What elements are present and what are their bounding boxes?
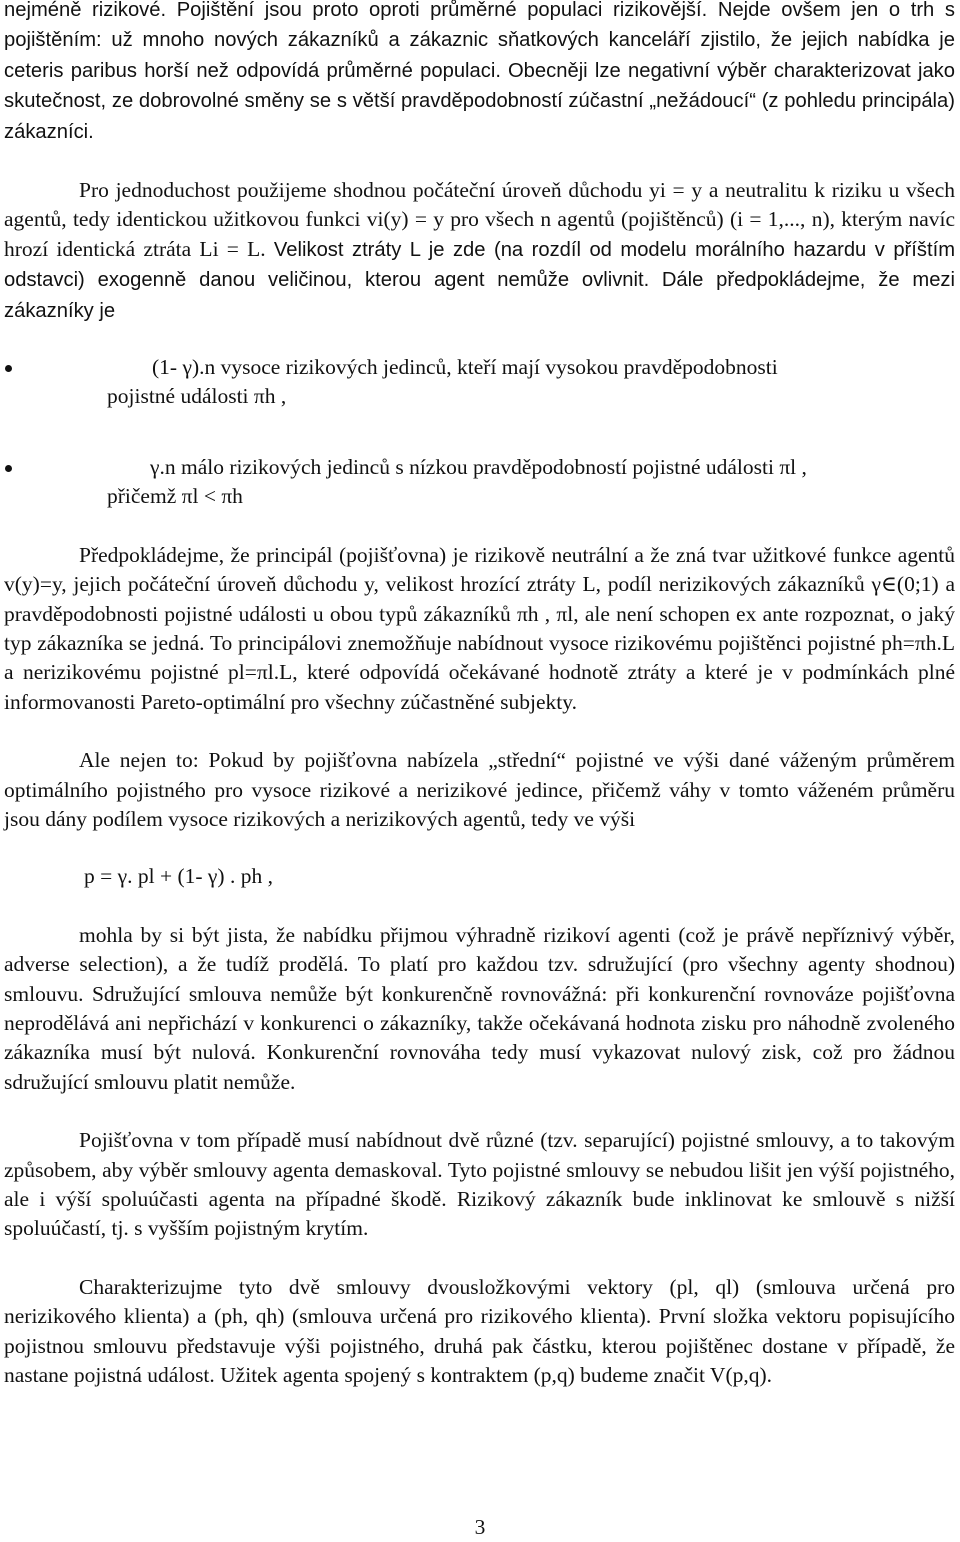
list-item-text-continued: přičemž πl < πh — [107, 484, 243, 509]
text-serif-segment: Pro jednoduchost použijeme shodnou počáteční úroveň důchodu yi = y a neutralitu k riziku u všech agentů, tedy identickou užitkovou funkci vi(y) = y pro všech n agentů (pojištěnců) (i = 1,..., n), kterým navíc hrozí identická ztráta Li = L. — [4, 178, 955, 261]
text-sans-segment: nejméně rizikové. Pojištění jsou proto oproti průměrné populaci rizikovější. Nejde ovšem jen o trh s pojištěním: už mnoho nových zákazníků a zákaznic sňatkových kanceláří zjistilo, že jejich nabídka je ceteris paribus horší než odpovídá průměrné populaci. — [4, 0, 955, 82]
paragraph-separating-contracts: Pojišťovna v tom případě musí nabídnout dvě různé (tzv. separující) pojistné smlouvy, a to takovým způsobem, aby výběr smlouvy agenta demaskoval. Tyto pojistné smlouvy se nebudou lišit jen výší pojistného, ale i výší spoluúčasti agenta na případné škodě. Rizikový zákazník bude inklinovat ke smlouvě s nižší spoluúčastí, tj. s vyšším pojistným krytím. — [4, 1128, 955, 1241]
page-number: 3 — [474, 1515, 486, 1539]
document-page — [4, 0, 955, 1390]
formula-pooling-premium: p = γ. pl + (1- γ) . ph , — [84, 864, 273, 889]
bullet-list — [4, 353, 955, 512]
list-item-high-risk — [4, 353, 955, 412]
paragraph-contract-vectors: Charakterizujme tyto dvě smlouvy dvousložkovými vektory (pl, ql) (smlouva určená pro nerizikového klienta) a (ph, qh) (smlouva určená pro rizikového klienta). První složka vektoru popisujícího pojistnou smlouvu představuje výši pojistného, druhá pak částku, kterou pojištěnec dostane v případě, že nastane pojistná událost. Užitek agenta spojený s kontraktem (p,q) budeme značit V(p,q). — [4, 1274, 955, 1388]
paragraph-model-setup — [4, 176, 955, 326]
paragraph-principal-assumptions: Předpokládejme, že principál (pojišťovna) je rizikově neutrální a že zná tvar užitkové funkce agentů v(y)=y, jejich počáteční úroveň důchodu y, velikost hrozící ztráty L, podíl nerizikových zákazníků γ∈(0;1) a pravděpodobnosti pojistné události u obou typů zákazníků πh , πl, ale není schopen ex ante rozpoznat, o jaký typ zákazníka se jedná. To principálovi znemožňuje nabídnout vysoce rizikovému pojištěnci pojistné ph=πh.L a nerizikovému pojistné pl=πl.L, které odpovídá očekávané hodnotě ztráty a které je v podmínkách plné informovanosti Pareto-optimální pro všechny zúčastněné subjekty. — [4, 542, 955, 714]
list-item-low-risk — [4, 453, 955, 512]
list-item-text: (1- γ).n vysoce rizikových jedinců, kteří mají vysokou pravděpodobnosti — [152, 355, 778, 380]
paragraph-pooling-contract: mohla by si být jista, že nabídku přijmou výhradně rizikoví agenti (což je právě nepříznivý výběr, adverse selection), a že tudíž prodělá. To platí pro každou tzv. sdružující (pro všechny agenty shodnou) smlouvu. Sdružující smlouva nemůže být konkurenčně rovnovážná: při konkurenční rovnováze pojišťovna neprodělává ani nepřichází v konkurenci o zákazníky, takže očekávaná hodnota zisku pro náhodně zvoleného zákazníka musí být nulová. Konkurenční rovnováha tedy musí vykazovat nulový zisk, což pro žádnou sdružující smlouvu platit nemůže. — [4, 922, 955, 1094]
text-sans-segment-3: Velikost ztráty L je zde (na rozdíl od modelu morálního hazardu v příštím odstavci) exogenně danou veličinou, kterou agent nemůže ovlivnit. — [4, 238, 956, 292]
text-sans-segment-4: Dále předpokládejme, že mezi zákazníky je — [4, 269, 955, 322]
list-item-text-continued: pojistné události πh , — [107, 384, 287, 409]
paragraph-pooling-premium: Ale nejen to: Pokud by pojišťovna nabízela „střední“ pojistné ve výši dané váženým průměrem optimálního pojistného pro vysoce rizikové a nerizikové jedince, přičemž váhy v tomto váženém průměru jsou dány podílem vysoce rizikových a nerizikových agentů, tedy ve výši — [4, 748, 955, 831]
list-item-text: γ.n málo rizikových jedinců s nízkou pravděpodobností pojistné události πl , — [150, 454, 807, 479]
bullet-icon — [5, 365, 12, 372]
text-sans-segment-2: Obecněji lze negativní výběr charakterizovat jako skutečnost, ze dobrovolné směny se s větší pravděpodobností zúčastní „nežádoucí“ (z pohledu principála) zákazníci. — [4, 59, 955, 143]
bullet-icon — [5, 465, 12, 472]
paragraph-adverse-selection-intro — [4, 0, 955, 147]
